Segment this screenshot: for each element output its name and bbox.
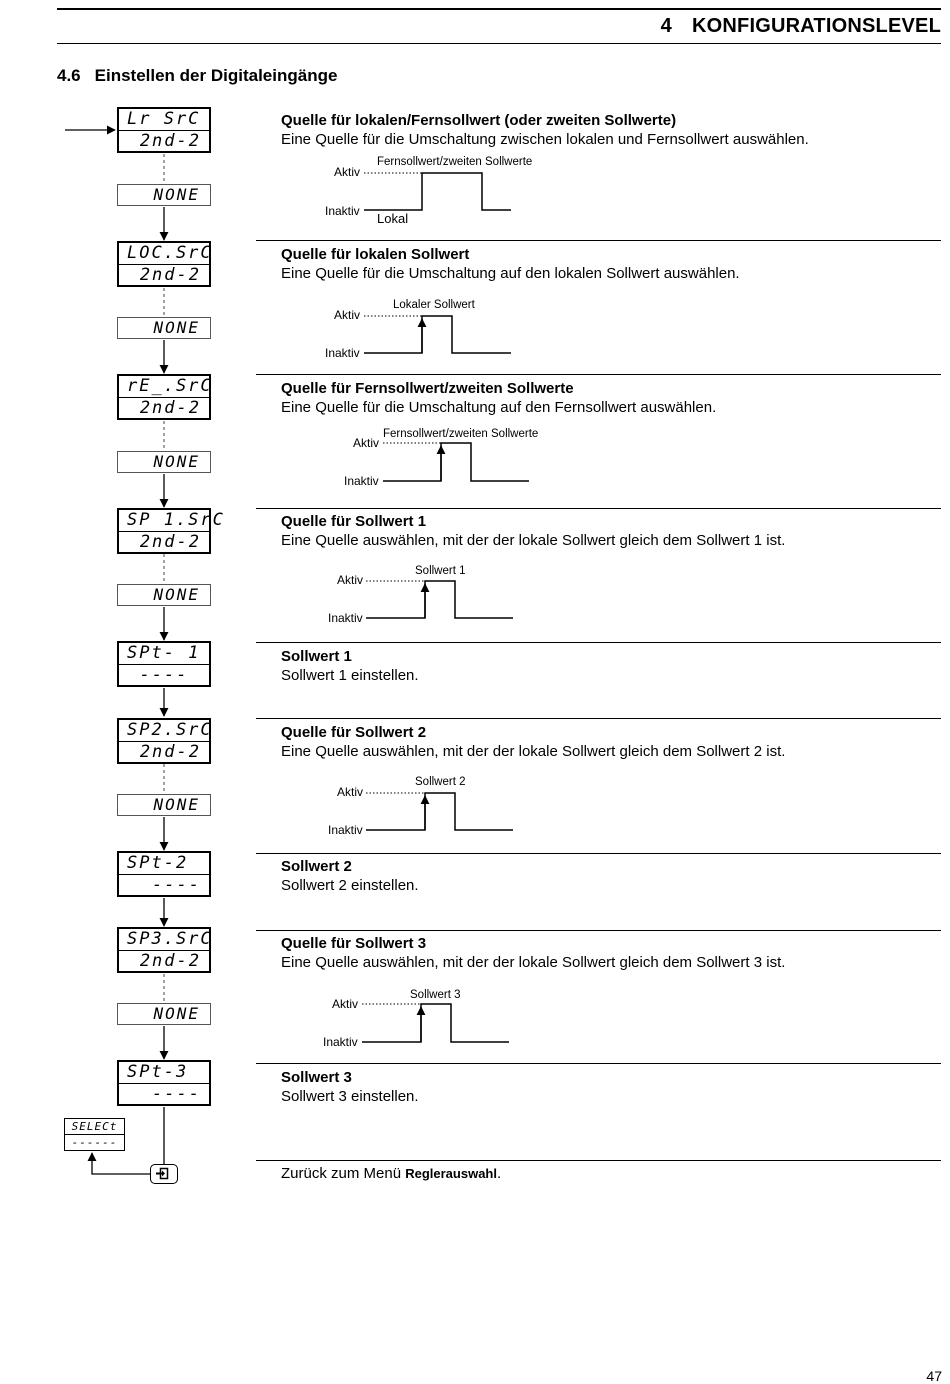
- display-mnemonic: LOC.SrC: [127, 243, 213, 263]
- param-title: Quelle für Fernsollwert/zweiten Sollwerte: [281, 380, 574, 397]
- param-description: [281, 111, 936, 149]
- option-display: NONE: [117, 584, 211, 606]
- display-value: 2nd-2: [119, 531, 209, 552]
- param-text: Eine Quelle für die Umschaltung auf den lokalen Sollwert auswählen.: [281, 265, 740, 282]
- section-divider: [256, 718, 941, 719]
- param-display-sp2-src: [117, 718, 211, 764]
- param-display-sp1-src: [117, 508, 225, 554]
- display-mnemonic: SP2.SrC: [127, 720, 213, 740]
- timing-label-on: Sollwert 1: [415, 565, 466, 577]
- section-title: Einstellen der Digitaleingänge: [94, 66, 338, 85]
- page-number: 47: [926, 1368, 942, 1384]
- timing-label-on: Lokaler Sollwert: [393, 299, 475, 311]
- param-title: Quelle für lokalen/Fernsollwert (oder zweiten Sollwerte): [281, 112, 677, 129]
- param-description: [281, 857, 936, 895]
- param-display-spt-2: [117, 851, 211, 897]
- param-display-re-src: [117, 374, 211, 420]
- select-mnemonic: SELECt: [71, 1120, 118, 1133]
- display-value: 2nd-2: [119, 264, 209, 285]
- section-divider: [256, 642, 941, 643]
- display-mnemonic: SPt-3: [127, 1062, 189, 1082]
- select-value: ------: [65, 1134, 124, 1150]
- display-mnemonic: Lr SrC: [127, 109, 201, 129]
- chapter-title: KONFIGURATIONSLEVEL: [692, 15, 941, 37]
- option-display: NONE: [117, 184, 211, 206]
- param-title: Sollwert 1: [281, 648, 352, 665]
- param-description: [281, 1068, 936, 1106]
- option-display: NONE: [117, 1003, 211, 1025]
- display-mnemonic: SP3.SrC: [127, 929, 213, 949]
- section-divider: [256, 1160, 941, 1161]
- enter-glyph-icon: [151, 1165, 176, 1182]
- param-display-sp3-src: [117, 927, 211, 973]
- display-value: 2nd-2: [119, 950, 209, 971]
- display-value: 2nd-2: [119, 397, 209, 418]
- timing-label-high: Aktiv: [353, 436, 380, 450]
- option-display: NONE: [117, 317, 211, 339]
- enter-key-icon: [150, 1164, 178, 1184]
- option-display: NONE: [117, 794, 211, 816]
- timing-label-low: Inaktiv: [328, 611, 363, 625]
- section-divider: [256, 930, 941, 931]
- param-description: [281, 647, 936, 685]
- option-display: NONE: [117, 451, 211, 473]
- section-divider: [256, 508, 941, 509]
- timing-3: [383, 443, 529, 481]
- timing-2: [364, 316, 511, 353]
- param-text: Sollwert 3 einstellen.: [281, 1088, 419, 1105]
- param-title: Quelle für Sollwert 2: [281, 724, 427, 741]
- param-text: Eine Quelle auswählen, mit der der lokale Sollwert gleich dem Sollwert 1 ist.: [281, 532, 786, 549]
- timing-label-on: Fernsollwert/zweiten Sollwerte: [383, 428, 539, 440]
- display-mnemonic: SP 1.SrC: [127, 510, 225, 530]
- section-divider: [256, 240, 941, 241]
- display-mnemonic: rE_.SrC: [127, 376, 213, 396]
- timing-label-high: Aktiv: [332, 997, 359, 1011]
- timing-label-high: Aktiv: [334, 308, 361, 322]
- section-number: 4.6: [57, 66, 81, 85]
- timing-label-on: Sollwert 2: [415, 776, 466, 788]
- display-mnemonic: SPt- 1: [127, 643, 201, 663]
- section-divider: [256, 1063, 941, 1064]
- param-title: Quelle für Sollwert 3: [281, 935, 427, 952]
- param-display-spt-1: [117, 641, 211, 687]
- timing-label-off: Lokal: [377, 211, 409, 226]
- param-text: Eine Quelle für die Umschaltung auf den Fernsollwert auswählen.: [281, 399, 717, 416]
- param-display-lr-src: [117, 107, 211, 153]
- param-description: [281, 379, 936, 417]
- timing-label-high: Aktiv: [334, 165, 361, 179]
- param-text: Sollwert 1 einstellen.: [281, 667, 419, 684]
- param-title: Sollwert 3: [281, 1069, 352, 1086]
- chapter-number: 4: [660, 15, 672, 37]
- timing-label-high: Aktiv: [337, 573, 364, 587]
- timing-label-low: Inaktiv: [325, 346, 360, 360]
- param-text: Eine Quelle auswählen, mit der der lokale Sollwert gleich dem Sollwert 2 ist.: [281, 743, 786, 760]
- param-text: Eine Quelle für die Umschaltung zwischen lokalen und Fernsollwert auswählen.: [281, 131, 809, 148]
- timing-1: [364, 173, 511, 210]
- timing-label-low: Inaktiv: [323, 1035, 358, 1049]
- display-value: ----: [119, 874, 209, 895]
- display-mnemonic: SPt-2: [127, 853, 189, 873]
- select-display: [64, 1118, 125, 1151]
- section-divider: [256, 853, 941, 854]
- param-display-spt-3: [117, 1060, 211, 1106]
- param-description: [281, 723, 936, 761]
- param-display-loc-src: [117, 241, 211, 287]
- section-divider: [256, 374, 941, 375]
- timing-label-low: Inaktiv: [328, 823, 363, 837]
- timing-5: [366, 793, 513, 830]
- param-text: Eine Quelle auswählen, mit der der lokale Sollwert gleich dem Sollwert 3 ist.: [281, 954, 786, 971]
- timing-4: [366, 581, 513, 618]
- param-description: [281, 934, 936, 972]
- param-title: Quelle für lokalen Sollwert: [281, 246, 470, 263]
- return-description: [281, 1164, 936, 1183]
- param-description: [281, 245, 936, 283]
- display-value: ----: [119, 1083, 209, 1104]
- display-value: ----: [119, 664, 209, 685]
- timing-label-high: Aktiv: [337, 785, 364, 799]
- param-description: [281, 512, 936, 550]
- param-title: Quelle für Sollwert 1: [281, 513, 427, 530]
- display-value: 2nd-2: [119, 741, 209, 762]
- timing-6: [362, 1004, 509, 1042]
- timing-label-low: Inaktiv: [344, 474, 379, 488]
- return-menu-name: Reglerauswahl: [405, 1166, 497, 1181]
- timing-label-on: Sollwert 3: [410, 989, 461, 1001]
- return-text: Zurück zum Menü Reglerauswahl.: [281, 1165, 502, 1182]
- param-text: Sollwert 2 einstellen.: [281, 877, 419, 894]
- timing-label-on: Fernsollwert/zweiten Sollwerte: [377, 156, 533, 168]
- param-title: Sollwert 2: [281, 858, 352, 875]
- display-value: 2nd-2: [119, 130, 209, 151]
- timing-label-low: Inaktiv: [325, 204, 360, 218]
